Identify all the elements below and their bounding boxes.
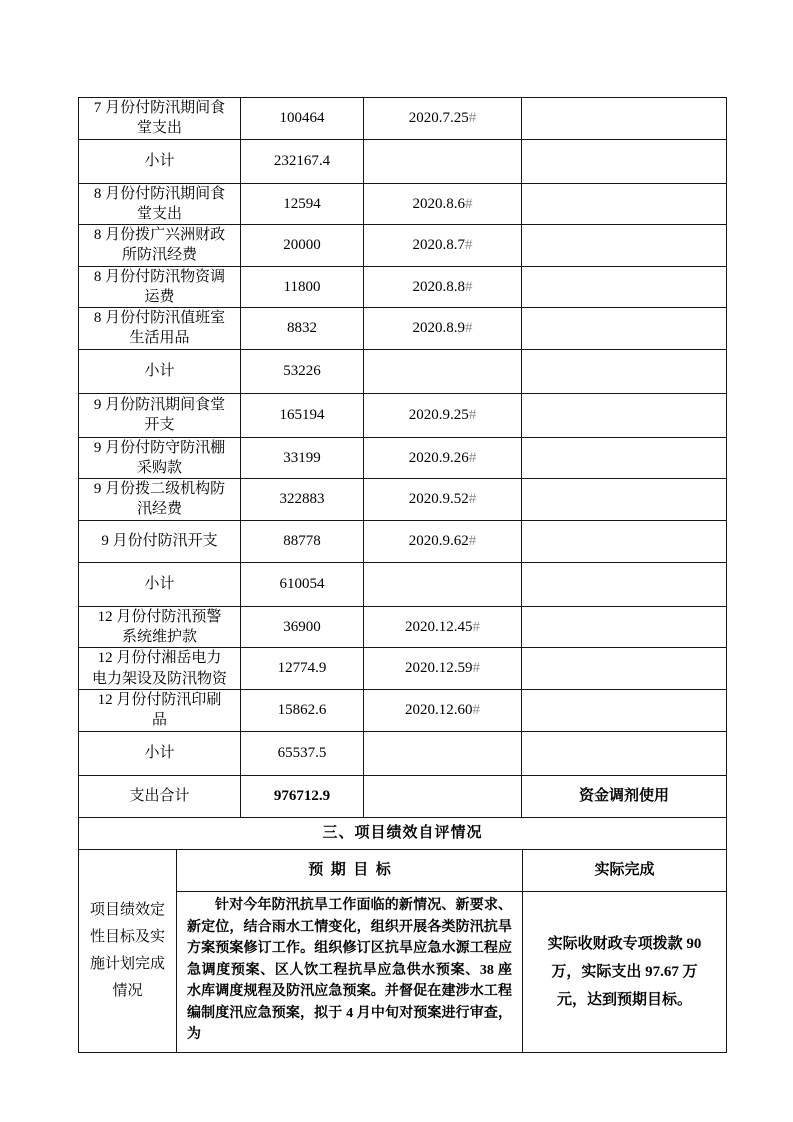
item-cell: 12 月份付湘岳电力电力架设及防汛物资: [79, 648, 241, 690]
item-cell: 8 月份付防汛期间食堂支出: [79, 183, 241, 225]
table-row-subtotal: [79, 562, 727, 606]
section-title-row: [79, 817, 727, 849]
table-row: [79, 690, 727, 732]
date-value: 2020.7.25: [408, 110, 469, 127]
amount-cell: 36900: [241, 606, 364, 648]
amount-cell: 100464: [241, 98, 364, 140]
date-cell: [364, 562, 522, 606]
item-cell: 7 月份付防汛期间食堂支出: [79, 98, 241, 140]
remark-cell: [522, 139, 727, 183]
remark-cell: [522, 437, 727, 479]
amount-cell: 165194: [241, 393, 364, 437]
table-row-grand-total: [79, 775, 727, 817]
date-mark: #: [472, 618, 480, 635]
remark-cell: [522, 308, 727, 350]
item-cell: 12 月份付防汛印刷品: [79, 690, 241, 732]
item-cell: 8 月份付防汛值班室生活用品: [79, 308, 241, 350]
date-cell: [364, 606, 522, 648]
report-table-area: [78, 97, 726, 1053]
date-value: 2020.8.8: [412, 278, 465, 295]
item-cell: 支出合计: [79, 775, 241, 817]
item-cell: 9 月份防汛期间食堂开支: [79, 393, 241, 437]
section3-title: 三、项目绩效自评情况: [79, 817, 727, 849]
date-mark: #: [468, 449, 477, 466]
row-header-qualitative-goals: 项目绩效定性目标及实施计划完成情况: [79, 850, 177, 1053]
date-cell: [364, 648, 522, 690]
table-row: [79, 648, 727, 690]
table-row-subtotal: [79, 349, 727, 393]
column-header-actual-completion: 实际完成: [523, 850, 727, 892]
date-cell: [364, 775, 522, 817]
remark-cell: [522, 520, 727, 562]
table-row-subtotal: [79, 139, 727, 183]
date-cell: [364, 308, 522, 350]
table-row: [79, 393, 727, 437]
date-cell: [364, 690, 522, 732]
remark-cell: [522, 393, 727, 437]
date-cell: [364, 479, 522, 521]
table-row: [79, 520, 727, 562]
item-cell: 8 月份付防汛物资调运费: [79, 266, 241, 308]
item-cell: 12 月份付防汛预警系统维护款: [79, 606, 241, 648]
remark-cell: [522, 731, 727, 775]
actual-completion-text: 实际收财政专项拨款 90 万，实际支出 97.67 万元，达到预期目标。: [523, 892, 727, 1053]
item-cell: 9 月份付防守防汛棚采购款: [79, 437, 241, 479]
expected-goal-text: 针对今年防汛抗旱工作面临的新情况、新要求、新定位，结合雨水工情变化，组织开展各类防汛抗旱方案预案修订工作。组织修订区抗旱应急水源工程应急调度预案、区人饮工程抗旱应急供水预案、38 座水库调度规程及防汛应急预案。并督促在建涉水工程编制度汛应急预案，拟于 4 月中旬对预案进行审查，为: [177, 892, 523, 1053]
remark-cell: [522, 183, 727, 225]
item-cell: 小计: [79, 349, 241, 393]
date-mark: #: [472, 702, 480, 719]
item-cell: 小计: [79, 139, 241, 183]
date-mark: #: [465, 237, 473, 254]
date-mark: #: [465, 278, 473, 295]
remark-cell: [522, 648, 727, 690]
item-cell: 8 月份拨广兴洲财政所防汛经费: [79, 225, 241, 267]
date-cell: [364, 349, 522, 393]
date-value: 2020.12.59: [405, 660, 473, 677]
table-row: [79, 183, 727, 225]
date-mark: #: [468, 110, 477, 127]
date-cell: [364, 437, 522, 479]
remark-cell: [522, 98, 727, 140]
table-row: [79, 98, 727, 140]
amount-cell: 12594: [241, 183, 364, 225]
table-row-subtotal: [79, 731, 727, 775]
date-cell: [364, 266, 522, 308]
table-row: [79, 437, 727, 479]
table-row: [79, 308, 727, 350]
date-cell: [364, 98, 522, 140]
date-mark: #: [468, 491, 477, 508]
remark-cell: [522, 690, 727, 732]
date-cell: [364, 393, 522, 437]
self-eval-header-row: [79, 850, 727, 892]
remark-cell: [522, 349, 727, 393]
table-row: [79, 479, 727, 521]
amount-cell: 15862.6: [241, 690, 364, 732]
date-value: 2020.9.25: [408, 406, 469, 423]
expenditure-table: [78, 97, 727, 850]
date-mark: #: [465, 320, 473, 337]
amount-cell: 322883: [241, 479, 364, 521]
date-value: 2020.9.26: [408, 449, 469, 466]
date-value: 2020.12.60: [405, 702, 473, 719]
item-cell: 9 月份拨二级机构防汛经费: [79, 479, 241, 521]
date-cell: [364, 225, 522, 267]
date-value: 2020.8.6: [412, 195, 465, 212]
amount-cell: 610054: [241, 562, 364, 606]
amount-cell: 33199: [241, 437, 364, 479]
remark-cell: [522, 562, 727, 606]
column-header-expected-goal: 预期目标: [177, 850, 523, 892]
remark-cell: [522, 479, 727, 521]
remark-cell: [522, 266, 727, 308]
remark-cell: [522, 606, 727, 648]
amount-cell: 20000: [241, 225, 364, 267]
item-cell: 小计: [79, 731, 241, 775]
amount-cell: 976712.9: [241, 775, 364, 817]
date-value: 2020.8.9: [412, 320, 465, 337]
remark-cell: 资金调剂使用: [522, 775, 727, 817]
amount-cell: 65537.5: [241, 731, 364, 775]
date-value: 2020.9.52: [408, 491, 469, 508]
date-mark: #: [472, 660, 480, 677]
date-value: 2020.8.7: [412, 237, 465, 254]
date-mark: #: [468, 406, 477, 423]
date-mark: #: [465, 195, 473, 212]
item-cell: 小计: [79, 562, 241, 606]
item-cell: 9 月份付防汛开支: [79, 520, 241, 562]
date-value: 2020.9.62: [408, 532, 469, 549]
amount-cell: 88778: [241, 520, 364, 562]
date-value: 2020.12.45: [405, 618, 473, 635]
date-cell: [364, 183, 522, 225]
amount-cell: 232167.4: [241, 139, 364, 183]
amount-cell: 8832: [241, 308, 364, 350]
self-eval-content-row: [79, 892, 727, 1053]
amount-cell: 53226: [241, 349, 364, 393]
table-row: [79, 266, 727, 308]
amount-cell: 12774.9: [241, 648, 364, 690]
date-mark: #: [468, 532, 477, 549]
date-cell: [364, 139, 522, 183]
table-row: [79, 606, 727, 648]
date-cell: [364, 520, 522, 562]
date-cell: [364, 731, 522, 775]
table-row: [79, 225, 727, 267]
amount-cell: 11800: [241, 266, 364, 308]
self-evaluation-table: [78, 850, 727, 1053]
remark-cell: [522, 225, 727, 267]
